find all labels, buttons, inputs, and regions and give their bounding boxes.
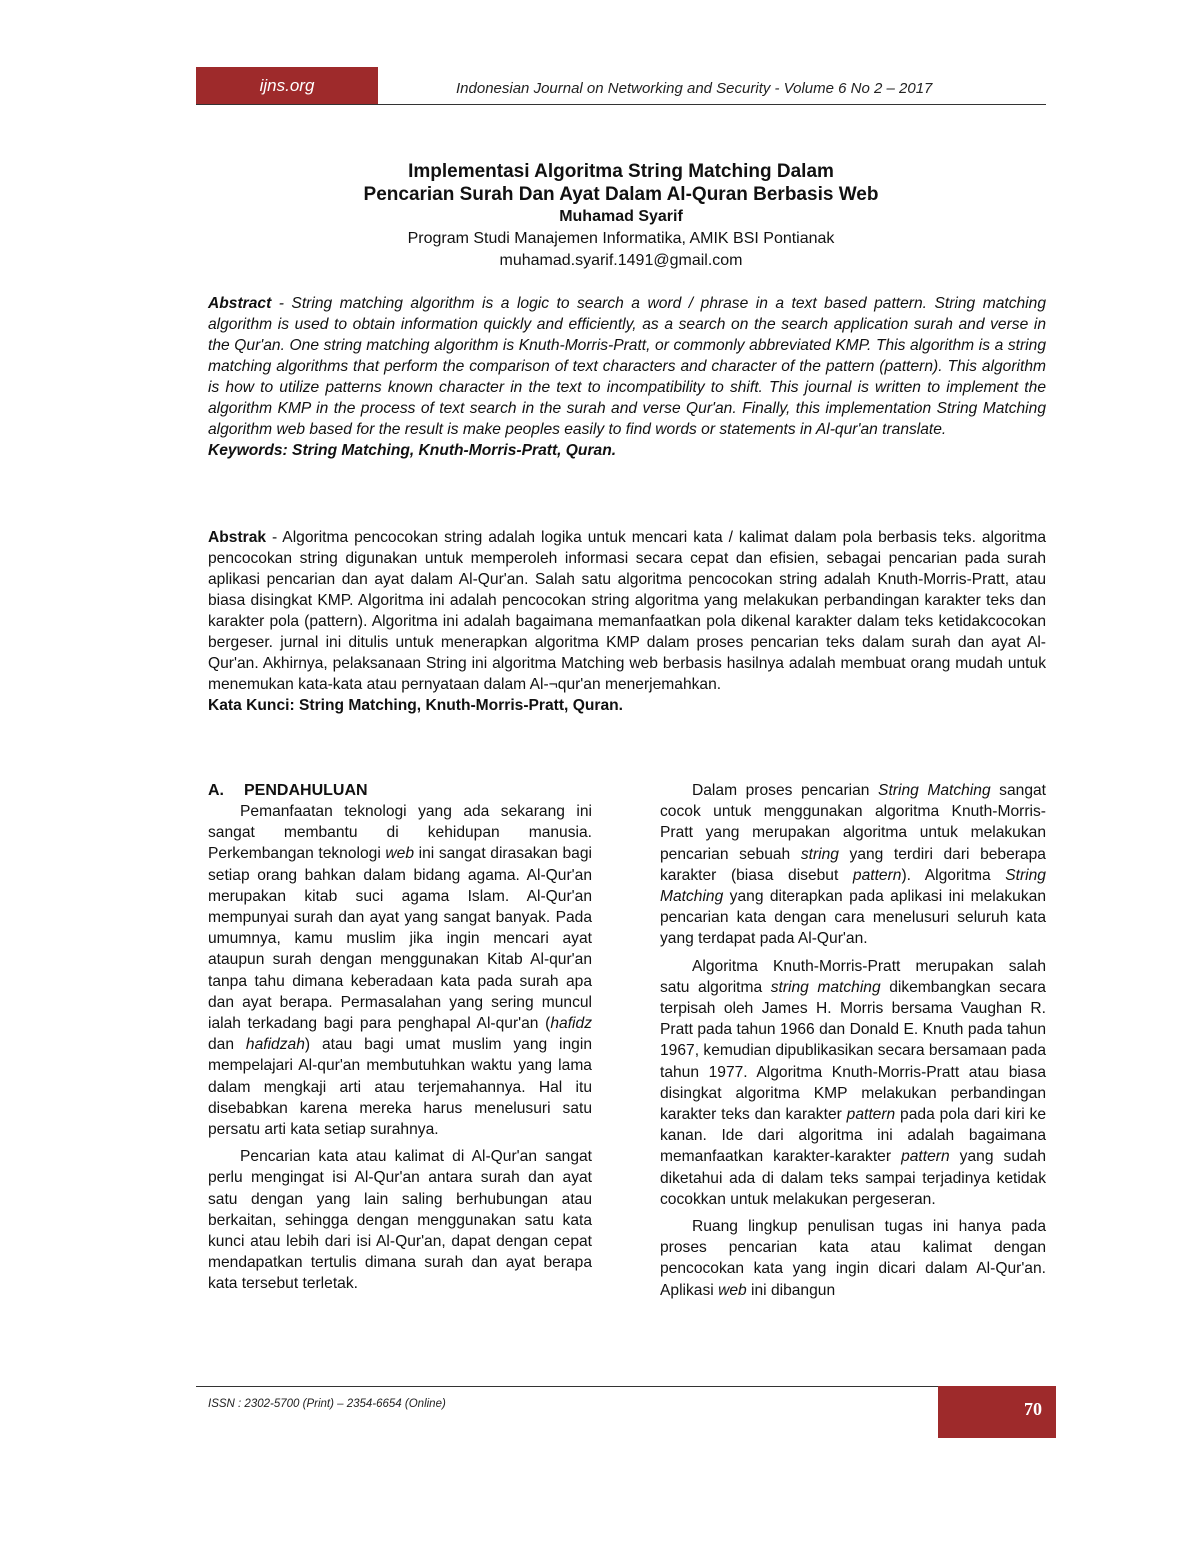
header-divider [196,104,1046,105]
paragraph: Dalam proses pencarian String Matching sangat cocok untuk menggunakan algoritma Knuth-Morris-Pratt yang merupakan algoritma untuk melakukan pencarian sebuah string yang terdiri dari beberapa karakter (biasa disebut pattern). Algoritma String Matching yang diterapkan pada aplikasi ini melakukan pencarian kata dengan cara menelusuri seluruh kata yang terdapat pada Al-Qur'an. [660,782,1047,948]
section-heading [208,780,592,801]
abstract-english [208,293,1046,461]
left-column [208,780,592,1295]
keywords: Keywords: String Matching, Knuth-Morris-Pratt, Quran. [208,442,617,459]
abstrak-label: Abstrak [208,529,267,546]
abstract-text: - String matching algorithm is a logic to search a word / phrase in a text based pattern. String matching algorithm is used to obtain information quickly and efficiently, as a search on the search application surah and verse in the Qur'an. One string matching algorithm is Knuth-Morris-Pratt, or commonly abbreviated KMP. This algorithm is a string matching algorithms that perform the comparison of text characters and character of the pattern (pattern). This algorithm is how to utilize patterns known character in the text to incompatibility to shift. This journal is written to implement the algorithm KMP in the process of text search in the surah and verse Qur'an. Finally, this implementation String Matching algorithm web based for the result is make peoples easily to find words or statements in Al-qur'an translate. [208,295,1046,438]
author-affiliation: Program Studi Manajemen Informatika, AMIK BSI Pontianak [407,230,835,247]
page-number-badge [938,1386,1056,1438]
paragraph: Pemanfaatan teknologi yang ada sekarang ini sangat membantu di kehidupan manusia. Perkembangan teknologi web ini sangat dirasakan bagi setiap orang bahkan dalam bidang agama. Al-Qur'an merupakan kitab suci agama Islam. Al-Qur'an mempunyai surah dan ayat yang sangat banyak. Pada umumnya, kamu muslim jika ingin mencari ayat ataupun surah dengan menggunakan Kitab Al-qur'an tanpa tahu dimana keberadaan kata pada surah apa dan ayat berapa. Permasalahan yang sering muncul ialah terkadang bagi para penghapal Al-qur'an (hafidz dan hafidzah) atau bagi umat muslim yang ingin mempelajari Al-qur'an membutuhkan waktu yang lama dalam mengkaji arti atau terjemahannya. Hal itu disebabkan karena mereka harus menelusuri satu persatu arti kata setiap surahnya. [208,803,592,1139]
journal-header: Indonesian Journal on Networking and Security - Volume 6 No 2 – 2017 [456,80,933,97]
author-email: muhamad.syarif.1491@gmail.com [499,252,743,269]
abstrak-text: - Algoritma pencocokan string adalah logika untuk mencari kata / kalimat dalam pola berbasis teks. algoritma pencocokan string digunakan untuk memperoleh informasi secara cepat dan efisien, sebagai pencarian pada surah aplikasi pencarian dan ayat dalam Al-Qur'an. Salah satu algoritma pencocokan string adalah Knuth-Morris-Pratt, atau biasa disingkat KMP. Algoritma ini adalah pencocokan string algoritma yang melakukan perbandingan karakter teks dan karakter pola (pattern). Algoritma ini adalah bagaimana memanfaatkan pola dikenal karakter dalam teks ketidakcocokan bergeser. jurnal ini ditulis untuk menerapkan algoritma KMP dalam proses pencarian teks dalam surah dan ayat Al-Qur'an. Akhirnya, pelaksanaan String ini algoritma Matching web berbasis hasilnya adalah membuat orang mudah untuk menemukan kata-kata atau pernyataan dalam Al-¬qur'an menerjemahkan. [208,529,1046,693]
paper-title-line-2: Pencarian Surah Dan Ayat Dalam Al-Quran Berbasis Web [363,184,879,205]
right-column [660,780,1046,1301]
paragraph: Algoritma Knuth-Morris-Pratt merupakan salah satu algoritma string matching dikembangkan secara terpisah oleh James H. Morris bersama Vaughan R. Pratt pada tahun 1966 dan Donald E. Knuth pada tahun 1967, kemudian dipublikasikan secara bersamaan pada tahun 1977. Algoritma Knuth-Morris-Pratt atau biasa disingkat algoritma KMP melakukan perbandingan karakter teks dan karakter pattern pada pola dari kiri ke kanan. Ide dari algoritma ini adalah bagaimana memanfaatkan karakter-karakter pattern yang sudah diketahui ada di dalam teks sampai terjadinya ketidak cocokkan untuk melakukan pergeseran. [660,957,1047,1208]
abstract-indonesian [208,527,1046,716]
author-name: Muhamad Syarif [559,208,683,225]
site-badge [196,67,378,105]
kata-kunci: Kata Kunci: String Matching, Knuth-Morris-Pratt, Quran. [208,697,623,714]
issn-footer: ISSN : 2302-5700 (Print) – 2354-6654 (Online) [208,1398,446,1410]
site-name: ijns.org [259,76,315,95]
paragraph: Ruang lingkup penulisan tugas ini hanya pada proses pencarian kata atau kalimat dengan pencocokan kata yang ingin dicari dalam Al-Qur'an. Aplikasi web ini dibangun [660,1218,1046,1299]
title-block [196,160,1046,272]
paper-title-line-1: Implementasi Algoritma String Matching Dalam [408,161,834,182]
section-number: A. [208,782,224,799]
abstract-label: Abstract [208,295,272,312]
page-number: 70 [1024,1399,1042,1419]
footer-divider [196,1386,938,1387]
section-title: PENDAHULUAN [244,782,368,799]
paragraph: Pencarian kata atau kalimat di Al-Qur'an sangat perlu mengingat isi Al-Qur'an antara surah dan ayat satu dengan yang lain saling berhubungan atau berkaitan, sehingga dengan menggunakan satu kata kunci atau lebih dari isi Al-Qur'an, dapat dengan cepat mendapatkan tertulis dimana surah dan ayat berapa kata tersebut terletak. [208,1148,592,1293]
